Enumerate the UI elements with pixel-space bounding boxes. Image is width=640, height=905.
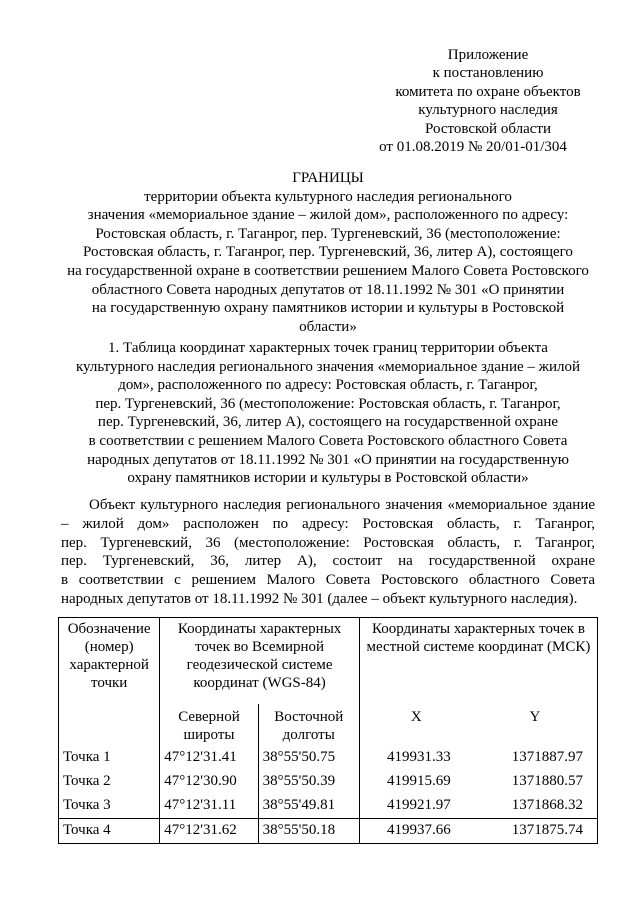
title-line: территории объекта культурного наследия регионального xyxy=(144,188,512,205)
point-x: 419937.66 xyxy=(359,819,472,844)
paragraph-line: пер. Тургеневский, 36 (местоположение: Ростовская область, г. Таганрог, xyxy=(61,534,595,551)
point-name: Точка 3 xyxy=(59,794,160,819)
section-line: пер. Тургеневский, 36 (местоположение: Ростовская область, г. Таганрог, xyxy=(95,395,561,412)
appendix-block xyxy=(288,46,588,156)
coordinates-table xyxy=(58,617,598,844)
table-row xyxy=(59,819,598,844)
appendix-line: к постановлению xyxy=(432,65,544,82)
paragraph-line: Объект культурного наследия регионального значения «мемориальное здание xyxy=(89,497,595,513)
title-line: на государственной охране в соответствии решением Малого Совета Ростовского xyxy=(67,262,589,279)
section-line: в соответствии с решением Малого Совета Ростовского областного Совета xyxy=(88,432,568,449)
appendix-date-line: от 01.08.2019 № 20/01-01/304 xyxy=(379,139,567,156)
point-lat: 47°12'31.41 xyxy=(160,746,258,770)
title-line: Ростовская область, г. Таганрог, пер. Тургеневский, 36 (местоположение: xyxy=(95,225,561,242)
section-line: охрану памятников истории и культуры в Ростовской области» xyxy=(127,470,529,487)
section-line: 1. Таблица координат характерных точек границ территории объекта xyxy=(108,340,548,356)
header-north: Северной широты xyxy=(160,704,258,746)
section-line: пер. Тургеневский, 36, литер А), состоящего на государственной охране xyxy=(97,414,559,431)
table-row xyxy=(59,770,598,794)
header-msk: Координаты характерных точек в местной системе координат (МСК) xyxy=(359,618,597,705)
appendix-line: Приложение xyxy=(447,47,529,63)
appendix-line: комитета по охране объектов xyxy=(395,83,581,100)
table-header-row xyxy=(59,618,598,705)
point-x: 419921.97 xyxy=(387,797,451,813)
point-x: 419915.69 xyxy=(387,773,451,789)
point-lon: 38°55'50.18 xyxy=(258,819,359,844)
appendix-line: культурного наследия xyxy=(418,102,558,119)
header-east: Восточной долготы xyxy=(258,704,359,746)
table-row xyxy=(59,746,598,770)
title-heading: ГРАНИЦЫ xyxy=(292,170,364,186)
body-paragraph xyxy=(61,496,595,609)
point-lon: 38°55'50.75 xyxy=(258,746,359,770)
section-heading xyxy=(58,339,598,488)
point-x: 419931.33 xyxy=(387,749,451,765)
title-line: Ростовская область, г. Таганрог, пер. Тургеневский, 36, литер А), состоящего xyxy=(83,244,573,261)
point-lat: 47°12'30.90 xyxy=(160,770,258,794)
title-line: на государственную охрану памятников истории и культуры в Ростовской xyxy=(91,300,565,317)
point-y: 1371875.74 xyxy=(473,819,598,844)
section-line: культурного наследия регионального значения «мемориальное здание – жилой xyxy=(75,358,581,375)
title-line: областного Совета народных депутатов от 18.11.1992 № 301 «О принятии xyxy=(91,281,565,298)
paragraph-line: пер. Тургеневский, 36, литер А), состоит на государственной охране xyxy=(61,553,595,570)
paragraph-line: в соответствии с решением Малого Совета Ростовского областного Совета xyxy=(61,572,595,589)
header-x: X xyxy=(410,709,422,725)
point-lat: 47°12'31.62 xyxy=(160,819,258,844)
point-name: Точка 1 xyxy=(59,746,160,770)
point-lon: 38°55'49.81 xyxy=(258,794,359,819)
header-y: Y xyxy=(473,704,598,746)
paragraph-line: народных депутатов от 18.11.1992 № 301 (далее – объект культурного наследия). xyxy=(61,590,578,607)
point-name: Точка 4 xyxy=(59,819,160,844)
document-title xyxy=(58,169,598,336)
point-y: 1371887.97 xyxy=(473,746,598,770)
point-y: 1371868.32 xyxy=(473,794,598,819)
header-designation: Обозначение (номер) характерной точки xyxy=(59,618,160,747)
title-line: значения «мемориальное здание – жилой дом», расположенного по адресу: xyxy=(87,207,569,224)
header-wgs: Координаты характерных точек во Всемирной геодезической системе координат (WGS-84) xyxy=(160,618,360,705)
point-y: 1371880.57 xyxy=(473,770,598,794)
paragraph-line: – жилой дом» расположен по адресу: Ростовская область, г. Таганрог, xyxy=(61,515,595,532)
section-line: дом», расположенного по адресу: Ростовская область, г. Таганрог, xyxy=(118,377,538,394)
section-line: народных депутатов от 18.11.1992 № 301 «О принятии на государственную xyxy=(87,451,569,468)
point-lon: 38°55'50.39 xyxy=(258,770,359,794)
table-row xyxy=(59,794,598,819)
title-line: области» xyxy=(299,318,357,335)
point-lat: 47°12'31.11 xyxy=(160,794,258,819)
point-name: Точка 2 xyxy=(59,770,160,794)
appendix-line: Ростовской области xyxy=(425,120,551,137)
